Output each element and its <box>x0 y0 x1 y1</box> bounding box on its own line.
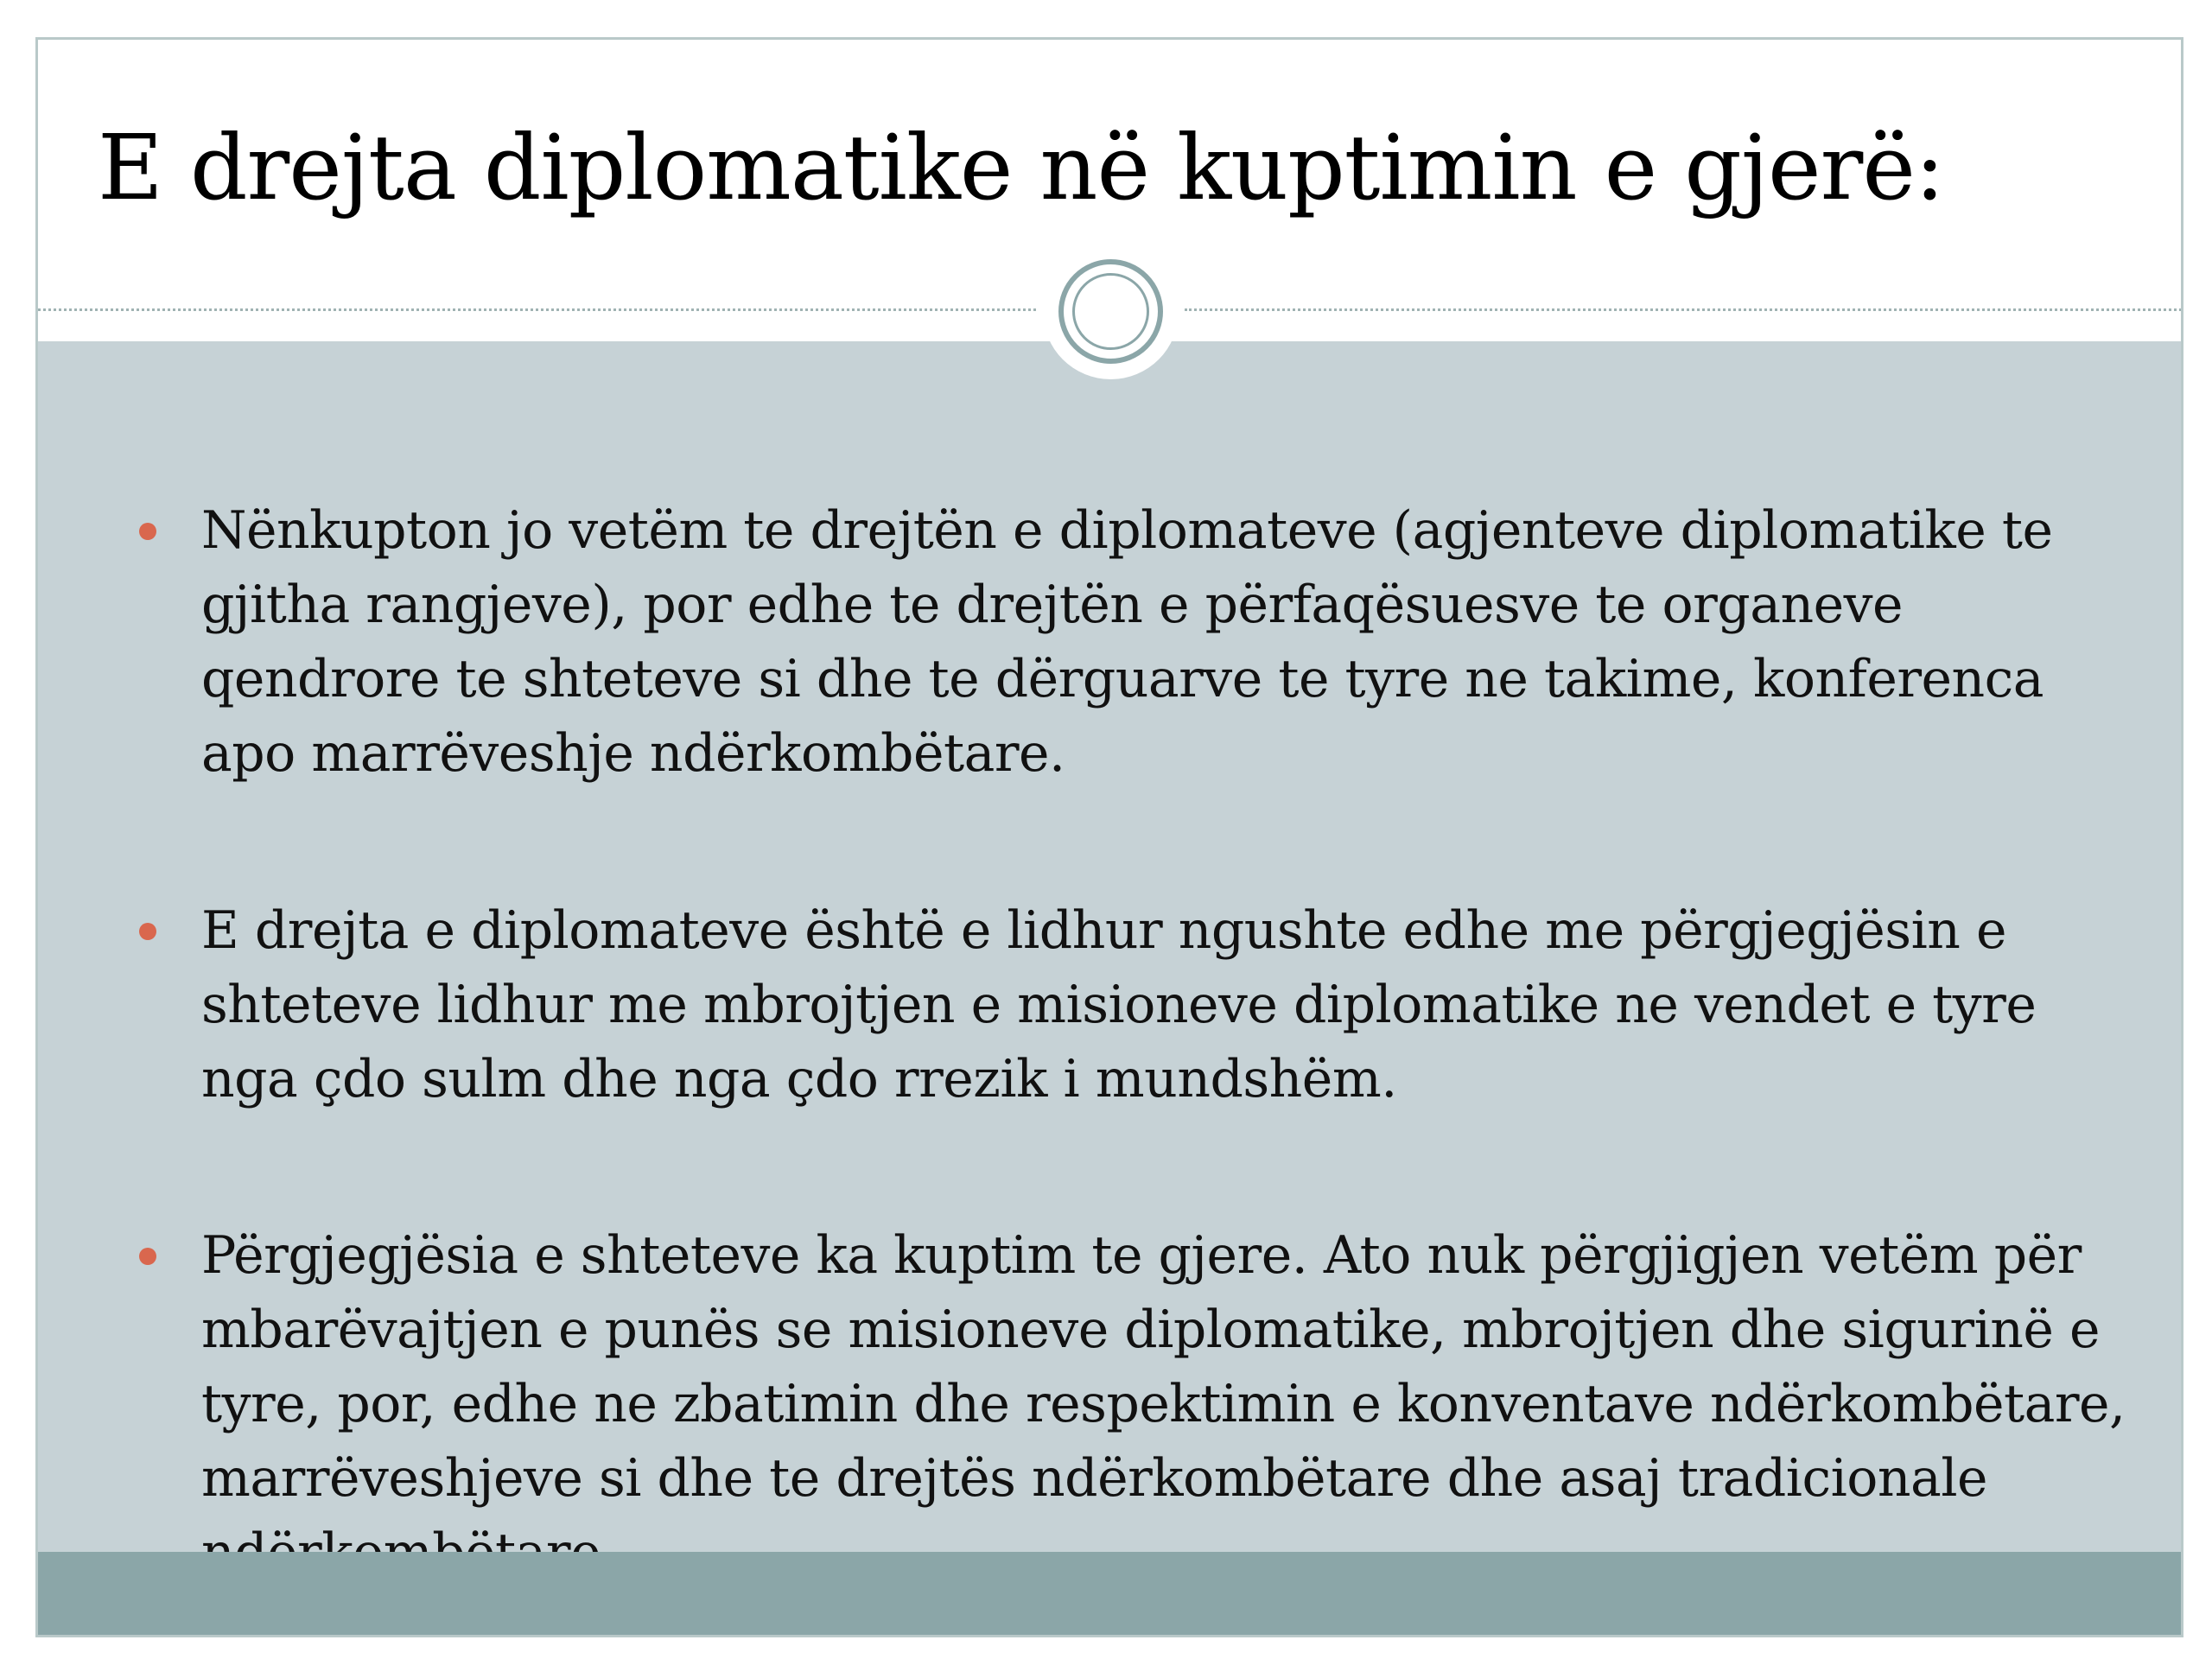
slide-title: E drejta diplomatike në kuptimin e gjerë: <box>98 115 1944 220</box>
bullet-text: Përgjegjësia e shteteve ka kuptim te gjere. Ato nuk përgjigjen vetëm për mbarëvajtjen e punës se misioneve diplomatike, mbrojtjen dhe sigurinë e tyre, por, edhe ne zbatimin dhe respektimin e konventave ndërkombëtare, marrëveshjeve si dhe te drejtës ndërkombëtare dhe asaj tradicionale <box>201 1225 2126 1509</box>
title-divider-right <box>1185 308 2183 311</box>
bottom-band <box>38 1552 2181 1637</box>
content-area <box>38 341 2181 1552</box>
double-ring-circle-icon <box>1043 244 1179 379</box>
bullet-text: E drejta e diplomateve është e lidhur ngushte edhe me përgjegjësin e shteteve lidhur me mbrojtjen e misioneve diplomatike ne vendet e tyre nga çdo sulm dhe nga çdo rrezik i mundshëm. <box>201 900 2037 1109</box>
bullet-text: Nënkupton jo vetëm te drejtën e diplomateve (agjenteve diplomatike te gjitha rangjeve), por edhe te drejtën e përfaqësuesve te organeve qendrore te shteteve si dhe te dërguarve te tyre ne takime, konferenca apo marrëveshje ndërkombëtare. <box>201 500 2053 784</box>
round-bullet-icon <box>139 523 156 540</box>
ring-outer <box>1058 259 1163 364</box>
round-bullet-icon <box>139 923 156 940</box>
ring-inner <box>1072 273 1149 350</box>
slide <box>35 37 2183 1637</box>
bullet-list <box>38 341 2181 1552</box>
round-bullet-icon <box>139 1248 156 1265</box>
title-divider-left <box>38 308 1036 311</box>
